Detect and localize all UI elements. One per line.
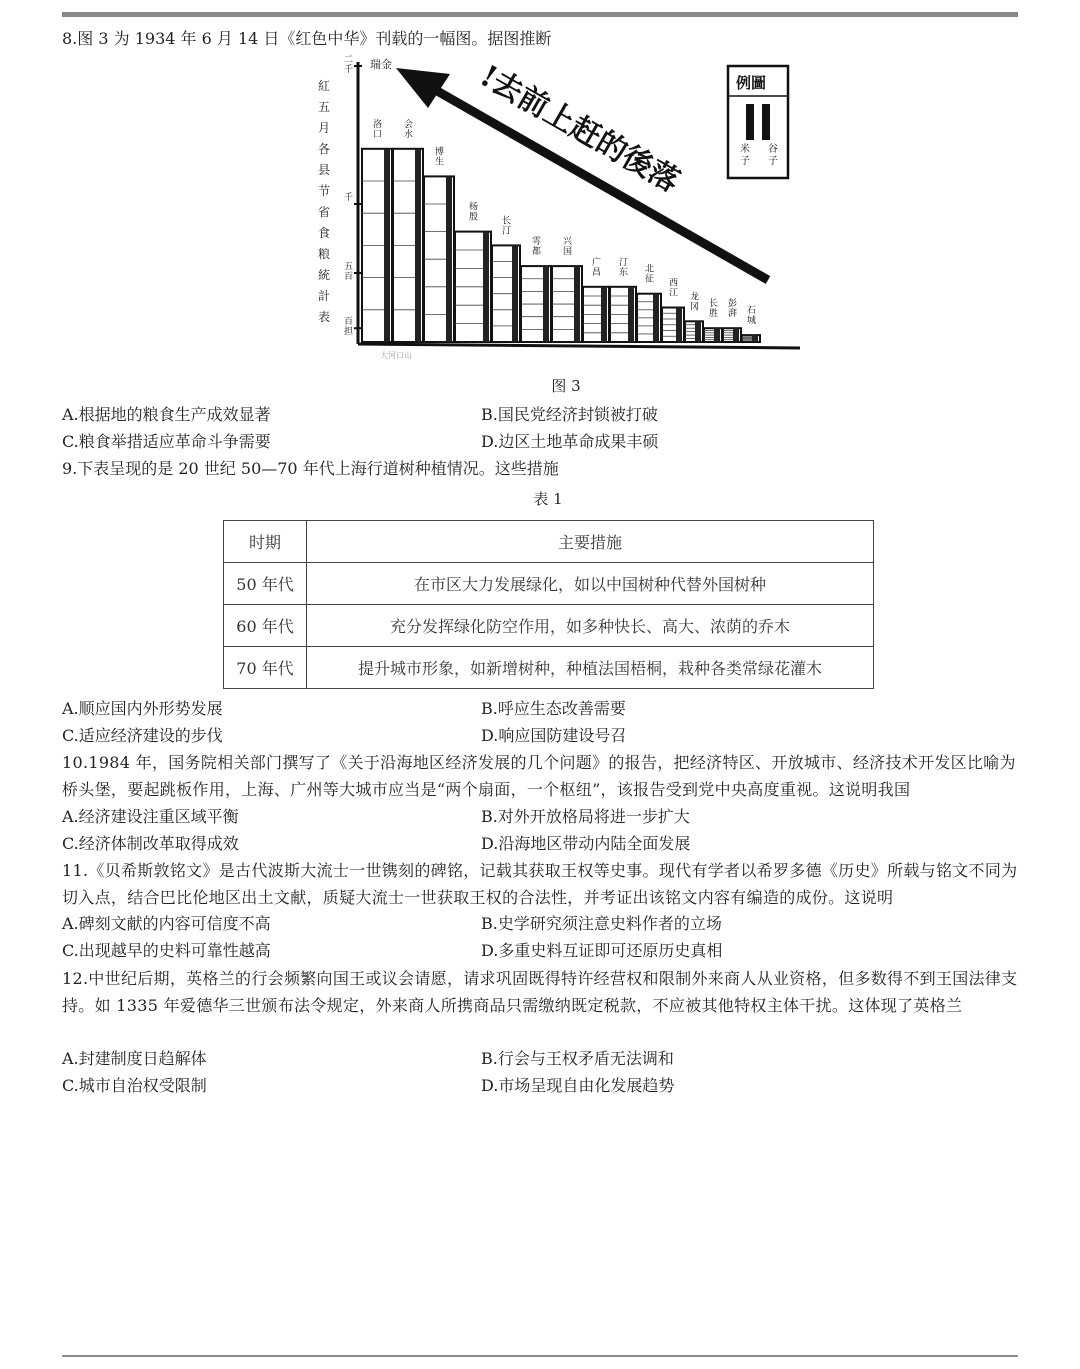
q9-option-b[interactable]: B.呼应生态改善需要 xyxy=(481,699,626,718)
bar-fill xyxy=(574,266,580,342)
q11-option-d[interactable]: D.多重史料互证即可还原历史真相 xyxy=(481,941,723,960)
figure-3-grain-chart xyxy=(300,52,810,367)
q11-option-c[interactable]: C.出现越早的史料可靠性越高 xyxy=(62,941,271,960)
q8-option-b[interactable]: B.国民党经济封锁被打破 xyxy=(481,405,658,424)
bar-fill xyxy=(714,328,720,342)
bar-label: 汀东 xyxy=(619,257,629,278)
table-header: 时期 xyxy=(224,521,307,563)
watermark: 大河口山 xyxy=(380,351,412,360)
bar-label: 杨殷 xyxy=(469,202,479,223)
bar-label: 龙冈 xyxy=(690,292,700,313)
y-axis-label: 百担 xyxy=(344,317,354,338)
legend-grain-label: 谷子 xyxy=(768,144,778,167)
bar-label: 长胜 xyxy=(709,299,719,320)
bar-label: 北征 xyxy=(645,264,655,285)
table-cell: 60 年代 xyxy=(224,605,307,647)
q10-option-b[interactable]: B.对外开放格局将进一步扩大 xyxy=(481,807,690,826)
q9-stem: 9.下表呈现的是 20 世纪 50—70 年代上海行道树种植情况。这些措施 xyxy=(62,459,559,478)
q12-stem: 12.中世纪后期，英格兰的行会频繁向国王或议会请愿，请求巩固既得特许经营权和限制外来商人从业资格，但多数得不到王国法律支持。如 1335 年爱德华三世颁布法令规定，外来商人所携商品只需缴纳既定税款，不应被其他特权主体干扰。这体现了英格兰 xyxy=(62,969,1018,1015)
q10-option-d[interactable]: D.沿海地区带动内陆全面发展 xyxy=(481,834,691,853)
y-axis-label: 五百 xyxy=(344,262,354,282)
bar-fill xyxy=(695,321,701,342)
bar-label: 洛口 xyxy=(373,119,383,140)
bar-fill xyxy=(446,176,452,342)
legend-title: 例圖 xyxy=(736,74,767,92)
bar-fill xyxy=(483,232,489,342)
bar-label: 长汀 xyxy=(502,216,512,237)
q12-option-c[interactable]: C.城市自治权受限制 xyxy=(62,1076,207,1095)
q8-option-d[interactable]: D.边区土地革命成果丰硕 xyxy=(481,432,659,451)
bar-fill xyxy=(543,266,549,342)
slogan-text: !去前上赶的後落 xyxy=(474,58,686,200)
top-rule xyxy=(62,12,1018,17)
bar-label: 西江 xyxy=(669,278,679,299)
table-row xyxy=(224,605,874,647)
top-label: 瑞金 xyxy=(370,58,392,71)
bottom-rule xyxy=(62,1355,1018,1357)
q10-stem: 10.1984 年，国务院相关部门撰写了《关于沿海地区经济发展的几个问题》的报告，把经济特区、开放城市、经济技术开发区比喻为桥头堡，要起跳板作用，上海、广州等大城市应当是“两个扇面，一个枢纽”，该报告受到党中央高度重视。这说明我国 xyxy=(62,753,1016,799)
q11-option-a[interactable]: A.碑刻文献的内容可信度不高 xyxy=(62,914,271,933)
bar-fill xyxy=(415,149,421,342)
q12-option-b[interactable]: B.行会与王权矛盾无法调和 xyxy=(481,1049,674,1068)
table-title: 表 1 xyxy=(533,490,563,508)
q11-option-b[interactable]: B.史学研究须注意史料作者的立场 xyxy=(481,914,722,933)
q12-option-d[interactable]: D.市场呈现自由化发展趋势 xyxy=(481,1076,675,1095)
bar-label: 广昌 xyxy=(592,257,602,278)
q10-option-a[interactable]: A.经济建设注重区域平衡 xyxy=(62,807,239,826)
y-axis-label: 二千 xyxy=(344,55,354,75)
bar-label: 石城 xyxy=(747,306,757,327)
table-cell: 在市区大力发展绿化，如以中国树种代替外国树种 xyxy=(307,563,874,605)
bar-fill xyxy=(384,149,390,342)
bar-label: 彭湃 xyxy=(728,299,738,320)
bars-group xyxy=(362,118,760,342)
table-cell: 50 年代 xyxy=(224,563,307,605)
bar-label: 会水 xyxy=(404,119,414,140)
y-axis-label: 千 xyxy=(344,193,354,203)
q9-option-d[interactable]: D.响应国防建设号召 xyxy=(481,726,627,745)
legend-rice-label: 米子 xyxy=(740,144,750,167)
bar-fill xyxy=(512,245,518,342)
bar-label: 兴国 xyxy=(563,237,573,258)
table-header: 主要措施 xyxy=(307,521,874,563)
q8-option-a[interactable]: A.根据地的粮食生产成效显著 xyxy=(62,405,271,424)
bar-fill xyxy=(676,308,682,343)
q8-stem: 8.图 3 为 1934 年 6 月 14 日《红色中华》刊载的一幅图。据图推断 xyxy=(62,29,552,48)
table-row xyxy=(224,563,874,605)
table-1 xyxy=(223,520,874,689)
bar-label: 博生 xyxy=(435,147,445,168)
q9-option-a[interactable]: A.顺应国内外形势发展 xyxy=(62,699,223,718)
bar-label: 雩都 xyxy=(532,237,542,258)
bar-fill xyxy=(628,287,634,342)
bar-fill xyxy=(601,287,607,342)
q9-option-c[interactable]: C.适应经济建设的步伐 xyxy=(62,726,223,745)
table-header-row xyxy=(224,521,874,563)
table-row xyxy=(224,647,874,689)
q8-option-c[interactable]: C.粮食举措适应革命斗争需要 xyxy=(62,432,271,451)
legend-box xyxy=(728,66,788,178)
figure-vertical-title: 紅五月各县节省食粮統計表 xyxy=(318,79,331,324)
table-cell: 70 年代 xyxy=(224,647,307,689)
q12-option-a[interactable]: A.封建制度日趋解体 xyxy=(62,1049,207,1068)
figure-caption: 图 3 xyxy=(551,377,581,395)
bar-fill xyxy=(733,328,739,342)
bar-fill xyxy=(752,335,758,342)
table-cell: 充分发挥绿化防空作用，如多种快长、高大、浓荫的乔木 xyxy=(307,605,874,647)
table-cell: 提升城市形象，如新增树种，种植法国梧桐，栽种各类常绿花灌木 xyxy=(307,647,874,689)
bar-fill xyxy=(653,294,659,342)
x-axis xyxy=(358,344,800,348)
q10-option-c[interactable]: C.经济体制改革取得成效 xyxy=(62,834,239,853)
q11-stem: 11.《贝希斯敦铭文》是古代波斯大流士一世镌刻的碑铭，记载其获取王权等史事。现代有学者以希罗多德《历史》所载与铭文不同为切入点，结合巴比伦地区出土文献，质疑大流士一世获取王权的合法性，并考证出该铭文内容有编造的成份。这说明 xyxy=(62,861,1018,907)
